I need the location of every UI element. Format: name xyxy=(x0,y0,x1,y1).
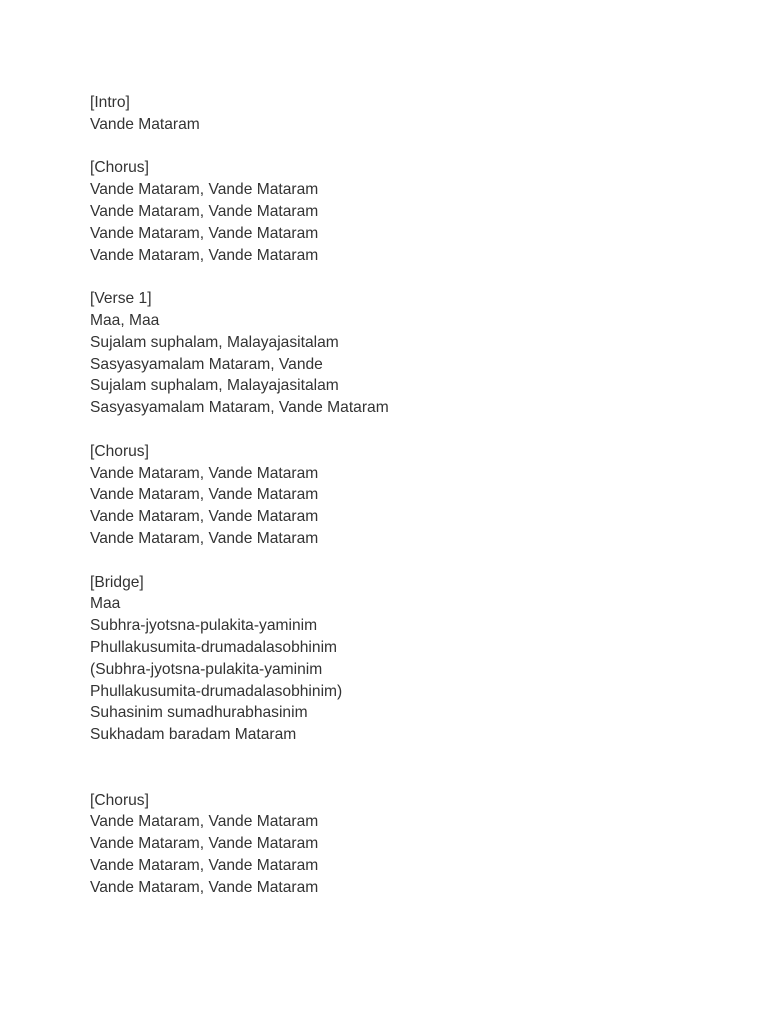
lyric-line: Sujalam suphalam, Malayajasitalam xyxy=(90,377,339,395)
lyric-line: Vande Mataram, Vande Mataram xyxy=(90,508,319,526)
section-spacer xyxy=(90,550,730,572)
section-spacer xyxy=(90,136,730,158)
lyric-line: (Subhra-jyotsna-pulakita-yaminim xyxy=(90,660,323,678)
section-header-bridge: [Bridge] xyxy=(90,573,144,591)
lyric-line: Vande Mataram, Vande Mataram xyxy=(90,486,319,504)
lyric-line: Vande Mataram, Vande Mataram xyxy=(90,181,319,199)
lyric-line: Suhasinim sumadhurabhasinim xyxy=(90,704,308,722)
lyrics-document xyxy=(90,92,730,898)
lyric-line: Vande Mataram, Vande Mataram xyxy=(90,246,319,264)
lyric-line: Phullakusumita-drumadalasobhinim) xyxy=(90,682,343,700)
lyric-line: Maa, Maa xyxy=(90,311,160,329)
section-header-chorus: [Chorus] xyxy=(90,442,149,460)
lyric-line: Vande Mataram xyxy=(90,115,200,133)
lyric-line: Vande Mataram, Vande Mataram xyxy=(90,813,319,831)
section-spacer xyxy=(90,746,730,790)
section-header-verse-1: [Verse 1] xyxy=(90,290,152,308)
lyric-line: Vande Mataram, Vande Mataram xyxy=(90,224,319,242)
lyric-line: Phullakusumita-drumadalasobhinim xyxy=(90,638,338,656)
lyric-line: Vande Mataram, Vande Mataram xyxy=(90,202,319,220)
lyric-line: Vande Mataram, Vande Mataram xyxy=(90,878,319,896)
section-header-chorus: [Chorus] xyxy=(90,159,149,177)
lyric-line: Vande Mataram, Vande Mataram xyxy=(90,464,319,482)
lyric-line: Subhra-jyotsna-pulakita-yaminim xyxy=(90,617,318,635)
lyric-line: Vande Mataram, Vande Mataram xyxy=(90,856,319,874)
lyric-line: Sasyasyamalam Mataram, Vande Mataram xyxy=(90,399,389,417)
lyric-line: Sukhadam baradam Mataram xyxy=(90,726,297,744)
section-header-intro: [Intro] xyxy=(90,94,130,111)
lyric-line: Vande Mataram, Vande Mataram xyxy=(90,529,319,547)
section-spacer xyxy=(90,419,730,441)
lyric-line: Vande Mataram, Vande Mataram xyxy=(90,835,319,853)
lyric-line: Sujalam suphalam, Malayajasitalam xyxy=(90,333,339,351)
section-header-chorus: [Chorus] xyxy=(90,791,149,809)
lyric-line: Sasyasyamalam Mataram, Vande xyxy=(90,355,323,373)
lyric-line: Maa xyxy=(90,595,121,613)
section-spacer xyxy=(90,266,730,288)
